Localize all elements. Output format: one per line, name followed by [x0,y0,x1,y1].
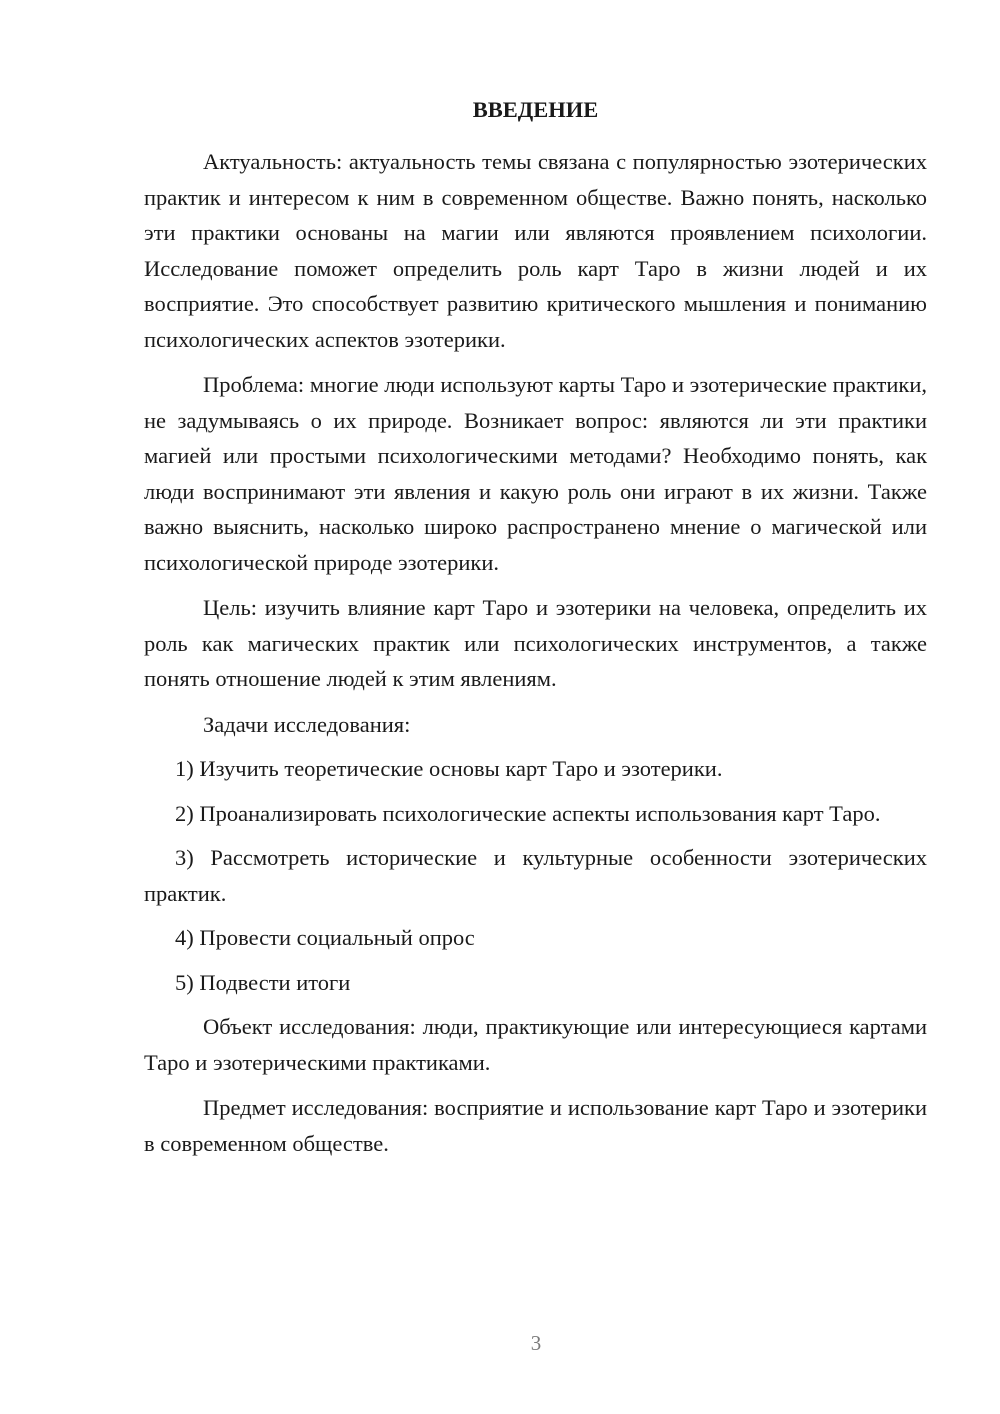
tasks-heading: Задачи исследования: [203,711,411,737]
page-number: 3 [530,1331,542,1355]
relevance-paragraph: Актуальность: актуальность темы связана с популярностью эзотерических практик и интересом к ним в современном обществе. Важно понять, насколько эти практики основаны на магии или являются проявлением психологии. Исследование поможет определить роль карт Таро в жизни людей и их восприятие. Это способствует развитию критического мышления и пониманию психологических аспектов эзотерики. [144,149,927,352]
task-item-4: 4) Провести социальный опрос [175,925,475,950]
task-item-2: 2) Проанализировать психологические аспекты использования карт Таро. [175,800,881,826]
subject-paragraph: Предмет исследования: восприятие и использование карт Таро и эзотерики в современном обществе. [144,1095,927,1156]
goal-paragraph: Цель: изучить влияние карт Таро и эзотерики на человека, определить их роль как магических практик или психологических инструментов, а также понять отношение людей к этим явлениям. [144,595,927,691]
problem-paragraph: Проблема: многие люди используют карты Таро и эзотерические практики, не задумываясь о их природе. Возникает вопрос: являются ли эти практики магией или простыми психологическими методами? Необходимо понять, как люди воспринимают эти явления и какую роль они играют в их жизни. Также важно выяснить, насколько широко распространено мнение о магической или психологической природе эзотерики. [144,372,927,575]
task-item-1: 1) Изучить теоретические основы карт Таро и эзотерики. [175,756,723,781]
page-content [144,92,927,1171]
task-item-3: 3) Рассмотреть исторические и культурные особенности эзотерических практик. [144,845,927,906]
task-item-5: 5) Подвести итоги [175,969,351,995]
section-heading: ВВЕДЕНИЕ [472,97,599,122]
object-paragraph: Объект исследования: люди, практикующие или интересующиеся картами Таро и эзотерическими практиками. [144,1014,927,1075]
